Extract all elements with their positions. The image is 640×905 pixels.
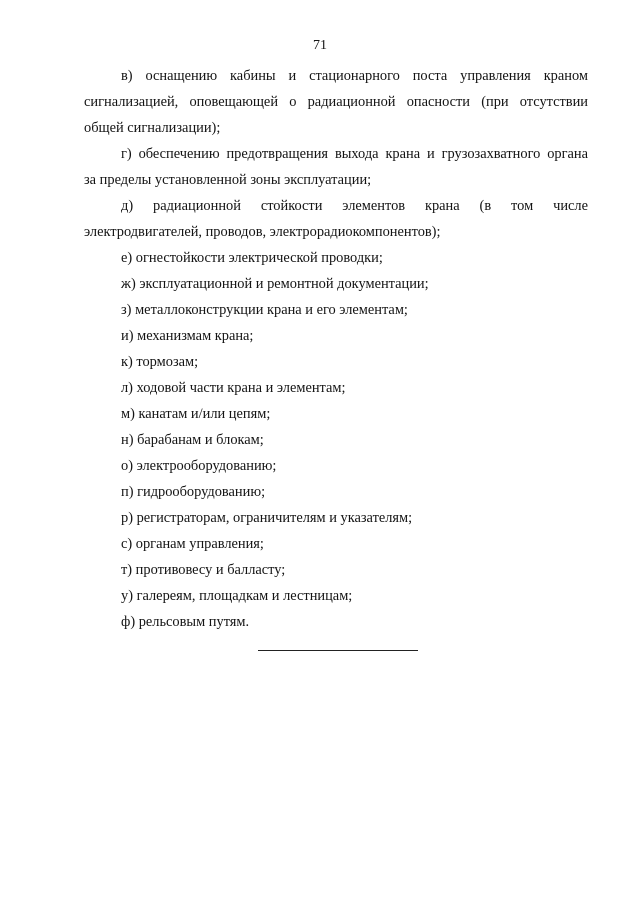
list-item: е) огнестойкости электрической проводки;	[121, 250, 383, 266]
paragraph-d-line-2: электродвигателей, проводов, электрорадиокомпонентов);	[84, 224, 441, 240]
list-item: т) противовесу и балласту;	[121, 562, 286, 578]
paragraph-v-line-2: сигнализацией, оповещающей о радиационной опасности (при отсутствии	[84, 94, 588, 110]
end-divider	[258, 650, 418, 651]
page-number: 71	[313, 38, 327, 53]
list-item: о) электрооборудованию;	[121, 458, 277, 474]
paragraph-d-line-1: д) радиационной стойкости элементов крана (в том числе	[121, 198, 588, 214]
list-item: з) металлоконструкции крана и его элементам;	[121, 302, 408, 318]
list-item: л) ходовой части крана и элементам;	[121, 380, 346, 396]
list-item: р) регистраторам, ограничителям и указателям;	[121, 510, 413, 526]
list-item: ф) рельсовым путям.	[121, 614, 250, 630]
list-item: к) тормозам;	[121, 354, 199, 370]
list-item: м) канатам и/или цепям;	[121, 406, 271, 422]
list-item: ж) эксплуатационной и ремонтной документации;	[121, 276, 429, 292]
paragraph-g-line-2: за пределы установленной зоны эксплуатации;	[84, 172, 372, 188]
paragraph-v-line-1: в) оснащению кабины и стационарного поста управления краном	[121, 68, 588, 84]
list-item: н) барабанам и блокам;	[121, 432, 264, 448]
list-item: п) гидрооборудованию;	[121, 484, 266, 500]
list-item: с) органам управления;	[121, 536, 264, 552]
paragraph-v-line-3: общей сигнализации);	[84, 120, 221, 136]
paragraph-g-line-1: г) обеспечению предотвращения выхода крана и грузозахватного органа	[121, 146, 588, 162]
list-item: у) галереям, площадкам и лестницам;	[121, 588, 353, 604]
list-item: и) механизмам крана;	[121, 328, 254, 344]
